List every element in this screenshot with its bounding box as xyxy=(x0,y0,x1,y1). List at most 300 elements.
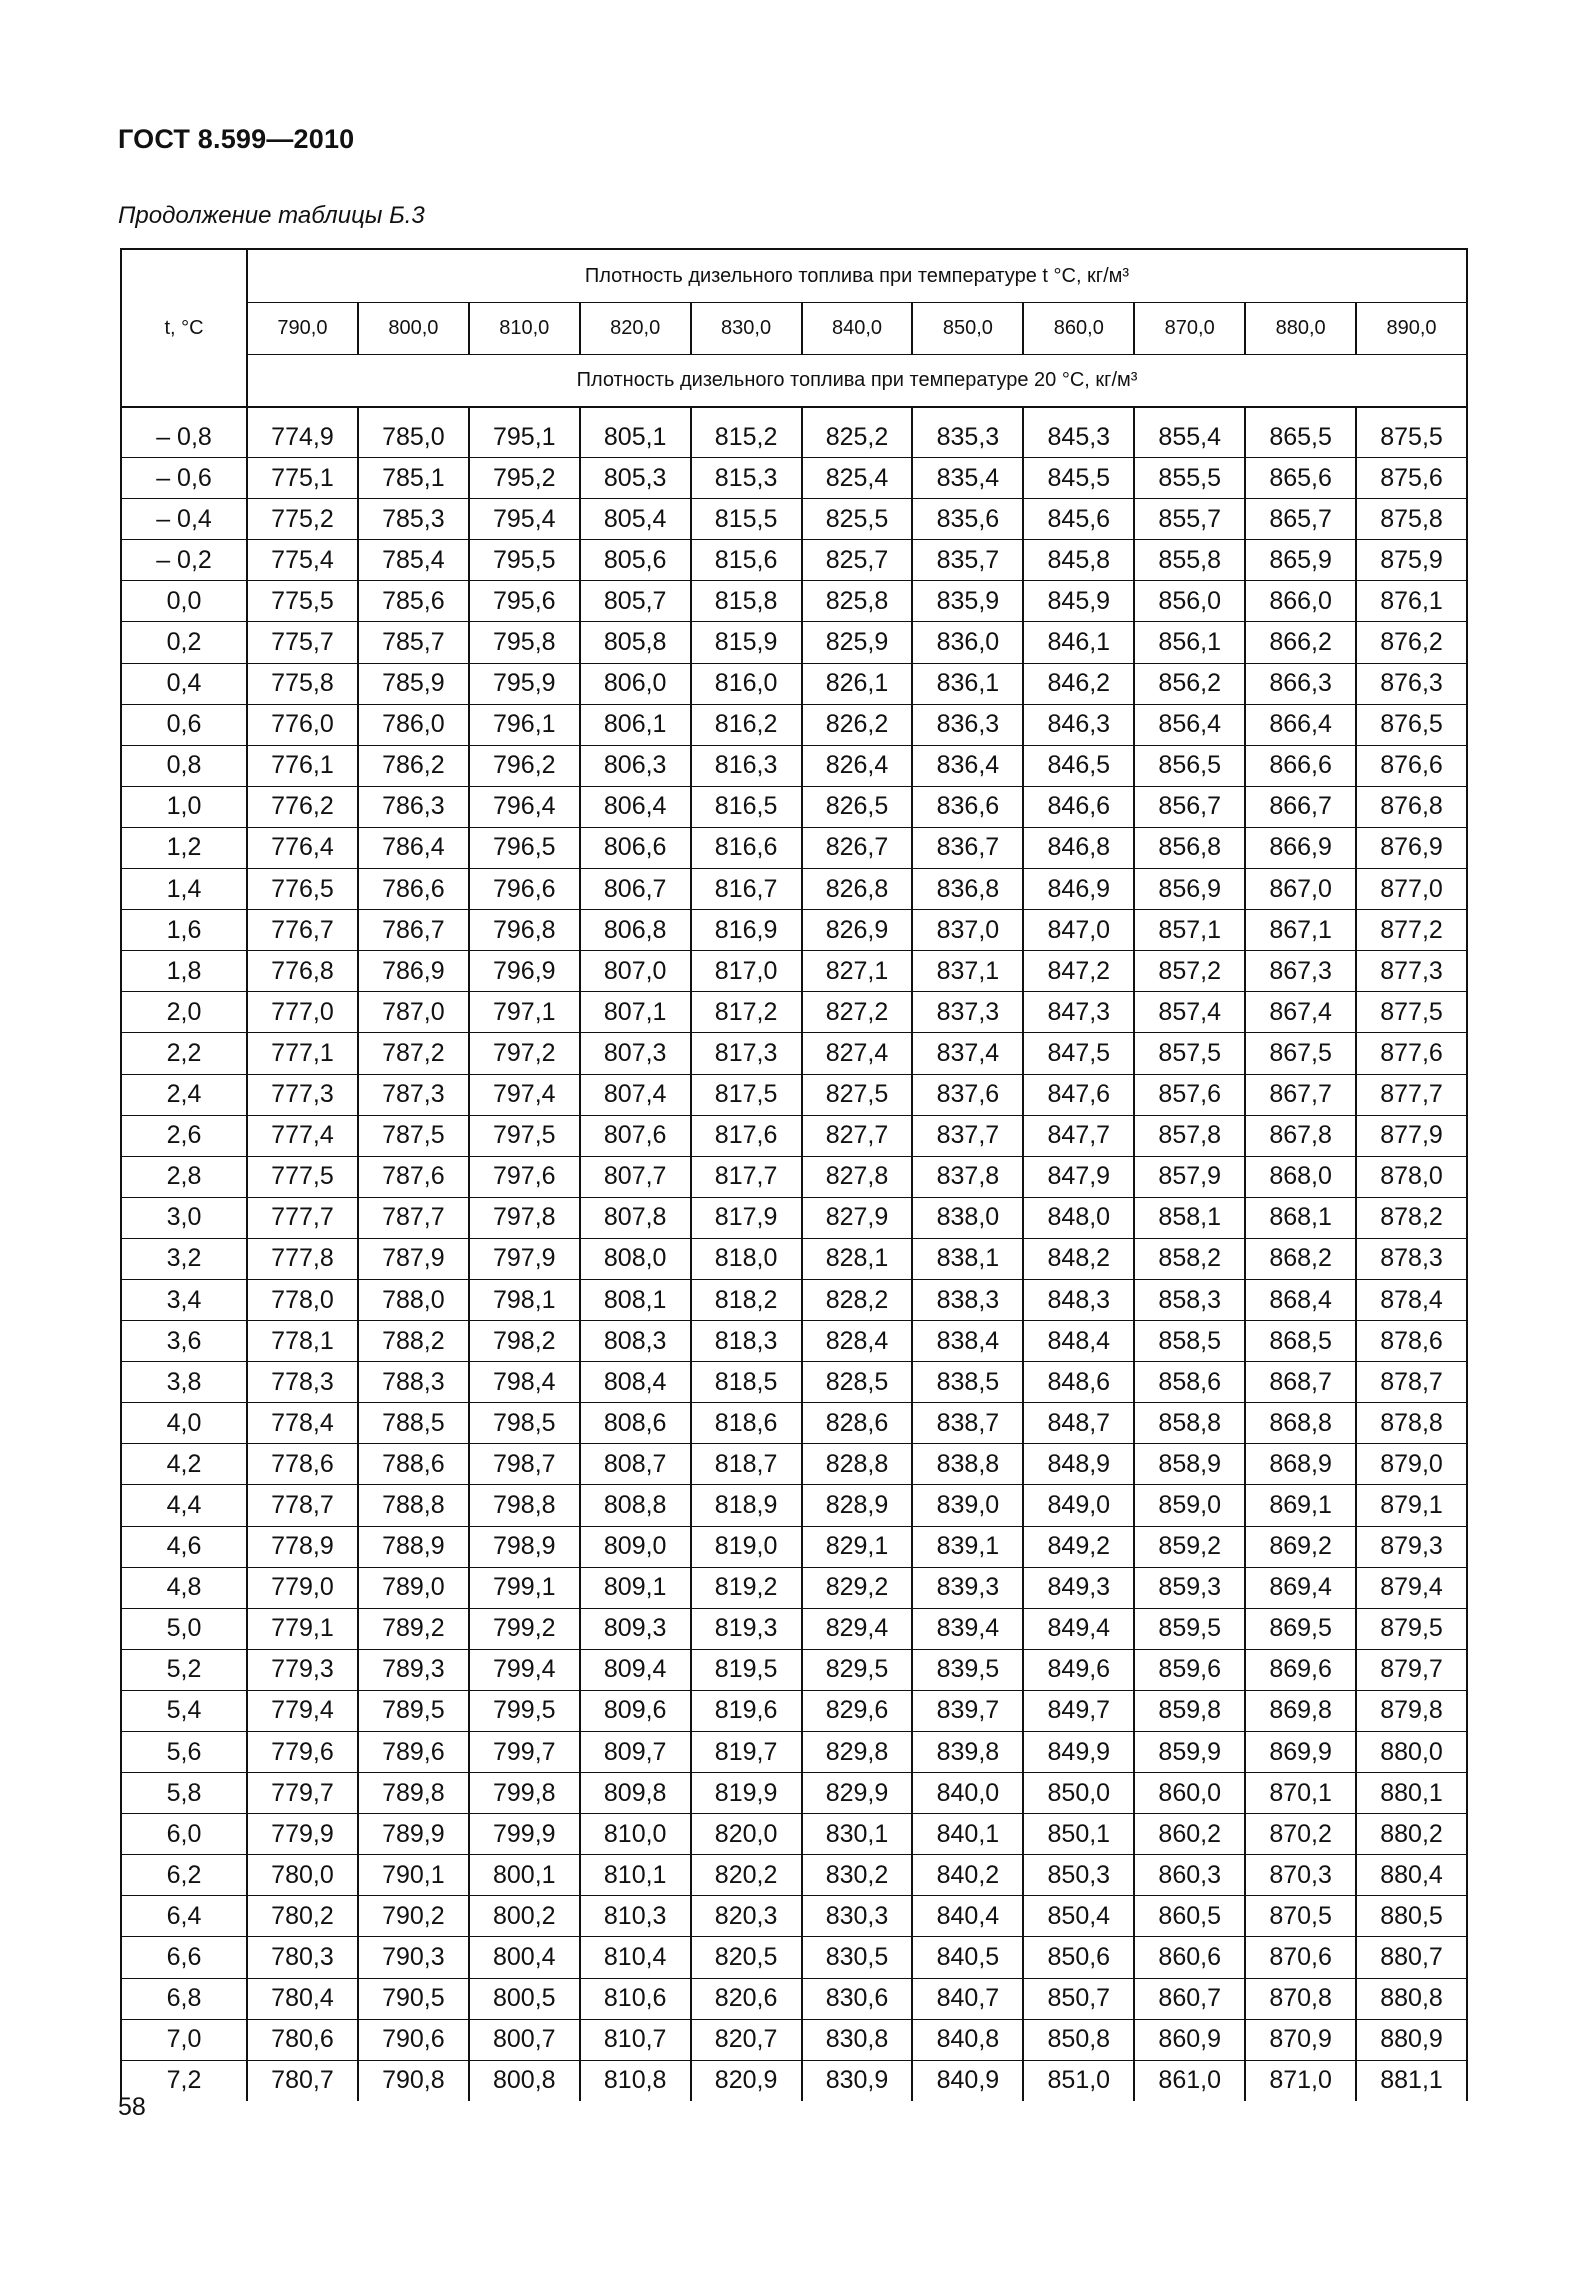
table-row xyxy=(121,1690,1467,1731)
density-cell: 830,5 xyxy=(802,1937,913,1978)
density-cell: 778,9 xyxy=(247,1526,358,1567)
density-cell: 798,7 xyxy=(469,1444,580,1485)
density-cell: 855,7 xyxy=(1134,499,1245,540)
density-cell: 830,1 xyxy=(802,1814,913,1855)
density-cell: 797,6 xyxy=(469,1156,580,1197)
density-cell: 848,6 xyxy=(1023,1362,1134,1403)
density-cell: 809,4 xyxy=(580,1649,691,1690)
page-number: 58 xyxy=(118,2093,146,2121)
density-cell: 787,6 xyxy=(358,1156,469,1197)
density-cell: 850,1 xyxy=(1023,1814,1134,1855)
density-cell: 876,3 xyxy=(1356,663,1467,704)
density-cell: 817,0 xyxy=(691,951,802,992)
density-cell: 857,4 xyxy=(1134,992,1245,1033)
density-cell: 838,7 xyxy=(912,1403,1023,1444)
density-cell: 825,7 xyxy=(802,540,913,581)
density-cell: 880,2 xyxy=(1356,1814,1467,1855)
column-header: 830,0 xyxy=(691,303,802,355)
density-cell: 796,4 xyxy=(469,786,580,827)
density-cell: 798,1 xyxy=(469,1279,580,1320)
density-cell: 788,3 xyxy=(358,1362,469,1403)
density-cell: 869,6 xyxy=(1245,1649,1356,1690)
density-cell: 860,7 xyxy=(1134,1978,1245,2019)
temperature-cell: 6,8 xyxy=(121,1978,247,2019)
density-cell: 785,4 xyxy=(358,540,469,581)
density-cell: 865,5 xyxy=(1245,417,1356,458)
temperature-cell: 2,0 xyxy=(121,992,247,1033)
density-cell: 785,7 xyxy=(358,622,469,663)
density-cell: 878,3 xyxy=(1356,1238,1467,1279)
density-cell: 835,6 xyxy=(912,499,1023,540)
density-cell: 776,5 xyxy=(247,869,358,910)
density-cell: 775,8 xyxy=(247,663,358,704)
density-cell: 808,1 xyxy=(580,1279,691,1320)
table-body xyxy=(121,417,1467,2101)
density-cell: 785,0 xyxy=(358,417,469,458)
density-cell: 790,1 xyxy=(358,1855,469,1896)
density-cell: 816,7 xyxy=(691,869,802,910)
density-cell: 827,8 xyxy=(802,1156,913,1197)
density-cell: 829,8 xyxy=(802,1732,913,1773)
temperature-cell: 6,6 xyxy=(121,1937,247,1978)
density-cell: 797,9 xyxy=(469,1238,580,1279)
density-cell: 837,1 xyxy=(912,951,1023,992)
density-cell: 815,6 xyxy=(691,540,802,581)
density-cell: 800,8 xyxy=(469,2060,580,2101)
density-cell: 875,5 xyxy=(1356,417,1467,458)
density-cell: 839,7 xyxy=(912,1690,1023,1731)
density-cell: 858,1 xyxy=(1134,1197,1245,1238)
density-cell: 848,0 xyxy=(1023,1197,1134,1238)
density-cell: 775,7 xyxy=(247,622,358,663)
density-cell: 851,0 xyxy=(1023,2060,1134,2101)
density-cell: 805,7 xyxy=(580,581,691,622)
density-cell: 805,3 xyxy=(580,458,691,499)
density-cell: 876,2 xyxy=(1356,622,1467,663)
density-cell: 817,9 xyxy=(691,1197,802,1238)
density-cell: 795,9 xyxy=(469,663,580,704)
density-cell: 835,3 xyxy=(912,417,1023,458)
density-cell: 846,5 xyxy=(1023,745,1134,786)
density-cell: 847,9 xyxy=(1023,1156,1134,1197)
density-cell: 868,5 xyxy=(1245,1321,1356,1362)
density-cell: 880,1 xyxy=(1356,1773,1467,1814)
density-cell: 828,4 xyxy=(802,1321,913,1362)
density-cell: 880,8 xyxy=(1356,1978,1467,2019)
temperature-cell: – 0,4 xyxy=(121,499,247,540)
density-cell: 855,4 xyxy=(1134,417,1245,458)
table-row xyxy=(121,1732,1467,1773)
density-cell: 817,5 xyxy=(691,1074,802,1115)
density-cell: 879,5 xyxy=(1356,1608,1467,1649)
density-cell: 808,4 xyxy=(580,1362,691,1403)
density-cell: 776,8 xyxy=(247,951,358,992)
density-cell: 846,6 xyxy=(1023,786,1134,827)
density-cell: 868,0 xyxy=(1245,1156,1356,1197)
density-cell: 789,0 xyxy=(358,1567,469,1608)
temperature-cell: 4,0 xyxy=(121,1403,247,1444)
density-cell: 825,4 xyxy=(802,458,913,499)
density-cell: 825,2 xyxy=(802,417,913,458)
density-cell: 840,7 xyxy=(912,1978,1023,2019)
table-row xyxy=(121,663,1467,704)
temperature-cell: 1,2 xyxy=(121,827,247,868)
density-cell: 868,2 xyxy=(1245,1238,1356,1279)
density-cell: 866,7 xyxy=(1245,786,1356,827)
density-cell: 777,1 xyxy=(247,1033,358,1074)
density-cell: 849,4 xyxy=(1023,1608,1134,1649)
density-cell: 877,5 xyxy=(1356,992,1467,1033)
density-cell: 870,3 xyxy=(1245,1855,1356,1896)
density-cell: 838,8 xyxy=(912,1444,1023,1485)
temperature-cell: 0,0 xyxy=(121,581,247,622)
density-cell: 778,3 xyxy=(247,1362,358,1403)
density-cell: 839,8 xyxy=(912,1732,1023,1773)
density-cell: 829,2 xyxy=(802,1567,913,1608)
density-cell: 790,3 xyxy=(358,1937,469,1978)
density-cell: 789,5 xyxy=(358,1690,469,1731)
density-cell: 876,5 xyxy=(1356,704,1467,745)
density-cell: 776,1 xyxy=(247,745,358,786)
density-cell: 798,9 xyxy=(469,1526,580,1567)
density-cell: 795,5 xyxy=(469,540,580,581)
density-cell: 789,2 xyxy=(358,1608,469,1649)
density-cell: 805,1 xyxy=(580,417,691,458)
density-cell: 858,5 xyxy=(1134,1321,1245,1362)
table-row xyxy=(121,1814,1467,1855)
spacer-cell xyxy=(121,407,247,417)
spacer-cell xyxy=(802,407,913,417)
density-cell: 827,2 xyxy=(802,992,913,1033)
density-cell: 818,9 xyxy=(691,1485,802,1526)
density-cell: 808,0 xyxy=(580,1238,691,1279)
table-row xyxy=(121,2060,1467,2101)
density-cell: 779,0 xyxy=(247,1567,358,1608)
density-cell: 850,7 xyxy=(1023,1978,1134,2019)
density-cell: 788,5 xyxy=(358,1403,469,1444)
density-cell: 780,6 xyxy=(247,2019,358,2060)
density-cell: 858,6 xyxy=(1134,1362,1245,1403)
density-cell: 810,1 xyxy=(580,1855,691,1896)
density-cell: 879,1 xyxy=(1356,1485,1467,1526)
density-cell: 845,8 xyxy=(1023,540,1134,581)
table-row xyxy=(121,1567,1467,1608)
density-cell: 817,2 xyxy=(691,992,802,1033)
density-cell: 848,7 xyxy=(1023,1403,1134,1444)
density-cell: 826,2 xyxy=(802,704,913,745)
density-cell: 820,0 xyxy=(691,1814,802,1855)
density-cell: 815,3 xyxy=(691,458,802,499)
density-cell: 880,7 xyxy=(1356,1937,1467,1978)
density-cell: 845,6 xyxy=(1023,499,1134,540)
density-cell: 774,9 xyxy=(247,417,358,458)
density-cell: 835,7 xyxy=(912,540,1023,581)
density-cell: 839,5 xyxy=(912,1649,1023,1690)
density-cell: 789,9 xyxy=(358,1814,469,1855)
column-header: 880,0 xyxy=(1245,303,1356,355)
density-cell: 877,3 xyxy=(1356,951,1467,992)
spacer-cell xyxy=(691,407,802,417)
density-cell: 807,1 xyxy=(580,992,691,1033)
density-cell: 778,4 xyxy=(247,1403,358,1444)
temperature-cell: 3,4 xyxy=(121,1279,247,1320)
density-cell: 796,2 xyxy=(469,745,580,786)
density-cell: 825,9 xyxy=(802,622,913,663)
density-cell: 848,3 xyxy=(1023,1279,1134,1320)
density-cell: 810,7 xyxy=(580,2019,691,2060)
density-cell: 810,8 xyxy=(580,2060,691,2101)
density-cell: 878,4 xyxy=(1356,1279,1467,1320)
temperature-cell: 2,4 xyxy=(121,1074,247,1115)
density-cell: 839,4 xyxy=(912,1608,1023,1649)
density-cell: 775,2 xyxy=(247,499,358,540)
column-header: 860,0 xyxy=(1023,303,1134,355)
spacer-cell xyxy=(358,407,469,417)
temperature-cell: 0,8 xyxy=(121,745,247,786)
density-cell: 779,6 xyxy=(247,1732,358,1773)
density-cell: 786,7 xyxy=(358,910,469,951)
table-row xyxy=(121,1608,1467,1649)
density-cell: 809,3 xyxy=(580,1608,691,1649)
density-cell: 870,9 xyxy=(1245,2019,1356,2060)
density-cell: 857,9 xyxy=(1134,1156,1245,1197)
table-row xyxy=(121,1444,1467,1485)
density-cell: 818,0 xyxy=(691,1238,802,1279)
density-cell: 867,8 xyxy=(1245,1115,1356,1156)
density-cell: 796,1 xyxy=(469,704,580,745)
spacer-cell xyxy=(1134,407,1245,417)
spacer-cell xyxy=(469,407,580,417)
density-cell: 845,5 xyxy=(1023,458,1134,499)
density-cell: 798,5 xyxy=(469,1403,580,1444)
density-cell: 816,5 xyxy=(691,786,802,827)
temperature-cell: 4,8 xyxy=(121,1567,247,1608)
table-row xyxy=(121,704,1467,745)
density-cell: 819,0 xyxy=(691,1526,802,1567)
column-header: 850,0 xyxy=(912,303,1023,355)
density-cell: 809,1 xyxy=(580,1567,691,1608)
density-cell: 809,0 xyxy=(580,1526,691,1567)
density-cell: 805,6 xyxy=(580,540,691,581)
density-cell: 809,8 xyxy=(580,1773,691,1814)
density-cell: 859,5 xyxy=(1134,1608,1245,1649)
density-cell: 820,7 xyxy=(691,2019,802,2060)
temperature-cell: 2,2 xyxy=(121,1033,247,1074)
density-cell: 878,8 xyxy=(1356,1403,1467,1444)
density-cell: 800,2 xyxy=(469,1896,580,1937)
density-cell: 820,9 xyxy=(691,2060,802,2101)
density-cell: 836,6 xyxy=(912,786,1023,827)
density-cell: 849,9 xyxy=(1023,1732,1134,1773)
temperature-column-header: t, °C xyxy=(121,249,247,407)
temperature-cell: 3,8 xyxy=(121,1362,247,1403)
density-cell: 778,7 xyxy=(247,1485,358,1526)
temperature-cell: 4,6 xyxy=(121,1526,247,1567)
density-cell: 808,8 xyxy=(580,1485,691,1526)
density-cell: 778,6 xyxy=(247,1444,358,1485)
table-row xyxy=(121,745,1467,786)
density-cell: 869,4 xyxy=(1245,1567,1356,1608)
density-cell: 858,3 xyxy=(1134,1279,1245,1320)
density-cell: 786,2 xyxy=(358,745,469,786)
density-cell: 819,3 xyxy=(691,1608,802,1649)
density-cell: 799,1 xyxy=(469,1567,580,1608)
density-cell: 836,7 xyxy=(912,827,1023,868)
table-row xyxy=(121,1896,1467,1937)
density-cell: 808,7 xyxy=(580,1444,691,1485)
density-cell: 785,9 xyxy=(358,663,469,704)
density-cell: 879,3 xyxy=(1356,1526,1467,1567)
density-cell: 849,3 xyxy=(1023,1567,1134,1608)
density-cell: 790,5 xyxy=(358,1978,469,2019)
density-cell: 880,4 xyxy=(1356,1855,1467,1896)
temperature-cell: 3,2 xyxy=(121,1238,247,1279)
density-cell: 800,4 xyxy=(469,1937,580,1978)
table-row xyxy=(121,622,1467,663)
density-cell: 870,1 xyxy=(1245,1773,1356,1814)
density-cell: 779,7 xyxy=(247,1773,358,1814)
top-header: Плотность дизельного топлива при температуре t °C, кг/м³ xyxy=(247,249,1467,303)
density-cell: 817,7 xyxy=(691,1156,802,1197)
density-cell: 876,1 xyxy=(1356,581,1467,622)
table-row xyxy=(121,458,1467,499)
table-row xyxy=(121,869,1467,910)
density-cell: 860,6 xyxy=(1134,1937,1245,1978)
column-header-row xyxy=(121,303,1467,355)
density-cell: 818,3 xyxy=(691,1321,802,1362)
density-cell: 838,1 xyxy=(912,1238,1023,1279)
table-row xyxy=(121,1855,1467,1896)
density-cell: 786,9 xyxy=(358,951,469,992)
density-cell: 846,8 xyxy=(1023,827,1134,868)
density-cell: 867,3 xyxy=(1245,951,1356,992)
density-cell: 871,0 xyxy=(1245,2060,1356,2101)
density-cell: 866,6 xyxy=(1245,745,1356,786)
density-cell: 880,5 xyxy=(1356,1896,1467,1937)
density-cell: 837,8 xyxy=(912,1156,1023,1197)
density-cell: 795,8 xyxy=(469,622,580,663)
table-row xyxy=(121,1773,1467,1814)
density-cell: 869,1 xyxy=(1245,1485,1356,1526)
document-code: ГОСТ 8.599—2010 xyxy=(118,124,355,154)
temperature-cell: 1,6 xyxy=(121,910,247,951)
temperature-cell: 2,6 xyxy=(121,1115,247,1156)
density-cell: 847,3 xyxy=(1023,992,1134,1033)
density-cell: 786,4 xyxy=(358,827,469,868)
density-cell: 838,3 xyxy=(912,1279,1023,1320)
density-cell: 858,8 xyxy=(1134,1403,1245,1444)
density-cell: 799,7 xyxy=(469,1732,580,1773)
density-cell: 865,7 xyxy=(1245,499,1356,540)
density-cell: 876,9 xyxy=(1356,827,1467,868)
density-cell: 815,2 xyxy=(691,417,802,458)
density-cell: 861,0 xyxy=(1134,2060,1245,2101)
density-cell: 816,3 xyxy=(691,745,802,786)
density-cell: 795,6 xyxy=(469,581,580,622)
density-cell: 826,9 xyxy=(802,910,913,951)
density-cell: 869,2 xyxy=(1245,1526,1356,1567)
column-header: 890,0 xyxy=(1356,303,1467,355)
density-cell: 847,0 xyxy=(1023,910,1134,951)
density-cell: 835,4 xyxy=(912,458,1023,499)
density-cell: 869,9 xyxy=(1245,1732,1356,1773)
density-cell: 805,8 xyxy=(580,622,691,663)
density-cell: 797,1 xyxy=(469,992,580,1033)
density-cell: 776,0 xyxy=(247,704,358,745)
density-cell: 775,5 xyxy=(247,581,358,622)
temperature-cell: 0,4 xyxy=(121,663,247,704)
density-cell: 825,5 xyxy=(802,499,913,540)
density-cell: 795,4 xyxy=(469,499,580,540)
density-cell: 856,7 xyxy=(1134,786,1245,827)
density-cell: 780,0 xyxy=(247,1855,358,1896)
temperature-cell: 1,0 xyxy=(121,786,247,827)
density-cell: 825,8 xyxy=(802,581,913,622)
density-cell: 829,4 xyxy=(802,1608,913,1649)
table-row xyxy=(121,1033,1467,1074)
table-row xyxy=(121,1238,1467,1279)
density-cell: 860,2 xyxy=(1134,1814,1245,1855)
density-cell: 860,3 xyxy=(1134,1855,1245,1896)
table-row xyxy=(121,1485,1467,1526)
density-cell: 868,7 xyxy=(1245,1362,1356,1403)
density-cell: 816,2 xyxy=(691,704,802,745)
density-cell: 878,6 xyxy=(1356,1321,1467,1362)
density-cell: 839,1 xyxy=(912,1526,1023,1567)
density-cell: 826,1 xyxy=(802,663,913,704)
table-row xyxy=(121,951,1467,992)
table-row xyxy=(121,1074,1467,1115)
density-cell: 788,9 xyxy=(358,1526,469,1567)
density-cell: 797,4 xyxy=(469,1074,580,1115)
density-cell: 837,6 xyxy=(912,1074,1023,1115)
density-cell: 790,2 xyxy=(358,1896,469,1937)
column-header: 810,0 xyxy=(469,303,580,355)
density-cell: 848,9 xyxy=(1023,1444,1134,1485)
density-cell: 869,8 xyxy=(1245,1690,1356,1731)
column-header: 840,0 xyxy=(802,303,913,355)
density-cell: 787,9 xyxy=(358,1238,469,1279)
density-cell: 837,3 xyxy=(912,992,1023,1033)
table-row xyxy=(121,1937,1467,1978)
density-cell: 856,5 xyxy=(1134,745,1245,786)
density-cell: 786,3 xyxy=(358,786,469,827)
density-cell: 820,3 xyxy=(691,1896,802,1937)
temperature-cell: 5,2 xyxy=(121,1649,247,1690)
density-cell: 810,3 xyxy=(580,1896,691,1937)
density-cell: 847,7 xyxy=(1023,1115,1134,1156)
density-cell: 776,4 xyxy=(247,827,358,868)
density-cell: 839,3 xyxy=(912,1567,1023,1608)
table-row xyxy=(121,581,1467,622)
density-cell: 819,5 xyxy=(691,1649,802,1690)
density-cell: 798,4 xyxy=(469,1362,580,1403)
density-cell: 866,4 xyxy=(1245,704,1356,745)
density-cell: 870,5 xyxy=(1245,1896,1356,1937)
density-cell: 817,3 xyxy=(691,1033,802,1074)
temperature-cell: 7,0 xyxy=(121,2019,247,2060)
density-cell: 790,6 xyxy=(358,2019,469,2060)
density-cell: 880,9 xyxy=(1356,2019,1467,2060)
density-cell: 795,2 xyxy=(469,458,580,499)
density-cell: 866,2 xyxy=(1245,622,1356,663)
density-cell: 876,6 xyxy=(1356,745,1467,786)
density-cell: 840,0 xyxy=(912,1773,1023,1814)
density-cell: 780,7 xyxy=(247,2060,358,2101)
density-cell: 810,4 xyxy=(580,1937,691,1978)
density-cell: 788,8 xyxy=(358,1485,469,1526)
density-cell: 806,8 xyxy=(580,910,691,951)
